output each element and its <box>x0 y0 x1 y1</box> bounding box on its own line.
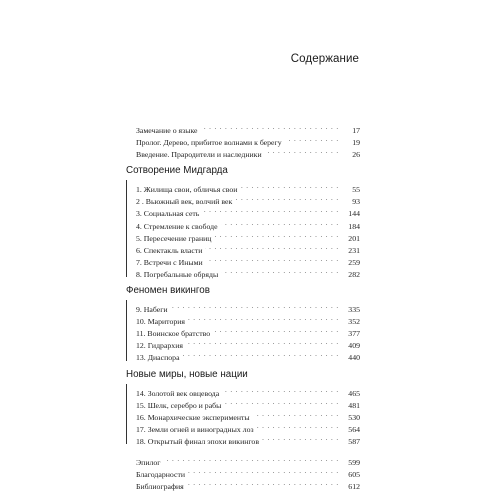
toc-entry <box>136 465 360 480</box>
section-entries <box>126 180 360 277</box>
dot-leader <box>253 408 339 420</box>
toc-entry <box>136 300 360 315</box>
dot-leader <box>188 312 339 324</box>
toc-entry-title: 18. Открытый финал эпохи викингов <box>136 436 260 446</box>
dot-leader <box>186 336 339 348</box>
dot-leader <box>188 465 339 477</box>
dot-leader <box>187 477 339 489</box>
dot-leader <box>262 432 339 444</box>
toc-entry-title: Благодарности <box>136 470 186 480</box>
dot-leader <box>214 229 339 241</box>
toc-entry-page: 564 <box>348 424 360 434</box>
toc-entry-page: 93 <box>352 197 360 207</box>
toc-entry-page: 282 <box>348 269 360 279</box>
dot-leader <box>221 217 339 229</box>
toc-entry-title: Введение. Прародители и наследники <box>136 150 262 160</box>
toc-entry-page: 17 <box>352 126 360 135</box>
dot-leader <box>171 300 339 312</box>
dot-leader <box>224 396 339 408</box>
toc-entry-title: 17. Земли огней и виноградных лоз <box>136 424 254 434</box>
section-heading: Новые миры, новые нации <box>126 368 248 380</box>
toc-entry-title: 9. Набеги <box>136 305 168 315</box>
dot-leader <box>201 121 339 133</box>
toc-entry-title: 13. Диаспора <box>136 353 180 363</box>
toc-entry-title: 14. Золотой век овцевода <box>136 388 220 398</box>
dot-leader <box>206 253 339 265</box>
toc-entry-title: 10. Маритория <box>136 317 186 327</box>
toc-entry-page: 26 <box>352 150 360 160</box>
toc-entry-page: 377 <box>348 329 360 339</box>
toc-entry-title: 2 . Вьюжный век, волчий век <box>136 197 233 207</box>
page-title: Содержание <box>290 53 359 65</box>
toc-entry-page: 612 <box>348 482 360 492</box>
toc-entry-title: Замечание о языке <box>136 126 198 135</box>
toc-entry-page: 19 <box>352 138 360 148</box>
toc-entry-title: 4. Стремление к свободе <box>136 221 218 231</box>
toc-entry-page: 55 <box>352 185 360 195</box>
toc-entry-title: 6. Спектакль власти <box>136 245 203 255</box>
toc-entry-title: 3. Социальная сеть <box>136 209 200 219</box>
dot-leader <box>285 133 339 145</box>
toc-entry-page: 144 <box>348 209 360 219</box>
toc-entry-title: 5. Пересечение границ <box>136 233 212 243</box>
toc-entry <box>136 453 360 465</box>
dot-leader <box>205 241 339 253</box>
dot-leader <box>265 145 339 157</box>
toc-entry-page: 587 <box>348 436 360 446</box>
toc-entry-title: 11. Воинское братство <box>136 329 211 339</box>
toc-entry <box>136 384 360 396</box>
toc-entry-page: 201 <box>348 233 360 243</box>
toc-entry-title: 8. Погребальные обряды <box>136 269 219 279</box>
dot-leader <box>257 420 339 432</box>
dot-leader <box>240 180 339 192</box>
toc-intro-block <box>126 121 360 160</box>
toc-entry-page: 259 <box>348 257 360 267</box>
toc-entry <box>136 121 360 133</box>
dot-leader <box>213 324 339 336</box>
toc-entry-page: 335 <box>348 305 360 315</box>
section-heading: Феномен викингов <box>126 285 210 297</box>
toc-entry-page: 599 <box>348 457 360 467</box>
toc-entry-page: 481 <box>348 400 360 410</box>
toc-entry-page: 530 <box>348 412 360 422</box>
toc-entry-title: Эпилог <box>136 457 161 467</box>
section-entries <box>126 300 360 363</box>
toc-entry-title: 15. Шелк, серебро и рабы <box>136 400 222 410</box>
toc-entry-page: 184 <box>348 221 360 231</box>
toc-entry-page: 409 <box>348 341 360 351</box>
section-entries <box>126 384 360 444</box>
dot-leader <box>163 453 339 465</box>
toc-entry-page: 352 <box>348 317 360 327</box>
toc-entry-title: 1. Жилища свои, обличья свои <box>136 185 238 195</box>
table-of-contents <box>126 121 360 492</box>
toc-entry-page: 465 <box>348 388 360 398</box>
toc-entry-title: 7. Встречи с Иными <box>136 257 203 267</box>
toc-entry-title: Пролог. Дерево, прибитое волнами к берегу <box>136 138 282 148</box>
toc-entry-title: 12. Гидрархия <box>136 341 183 351</box>
toc-entry-page: 605 <box>348 470 360 480</box>
dot-leader <box>202 204 339 216</box>
dot-leader <box>221 265 339 277</box>
section-heading: Сотворение Мидгарда <box>126 165 228 177</box>
dot-leader <box>183 348 339 360</box>
toc-entry-page: 440 <box>348 353 360 363</box>
dot-leader <box>222 384 339 396</box>
toc-back-matter <box>126 453 360 492</box>
toc-entry-page: 231 <box>348 245 360 255</box>
toc-entry-title: Библиография <box>136 482 184 492</box>
toc-entry-title: 16. Монархические эксперименты <box>136 412 250 422</box>
toc-entry <box>136 180 360 195</box>
dot-leader <box>235 192 339 204</box>
